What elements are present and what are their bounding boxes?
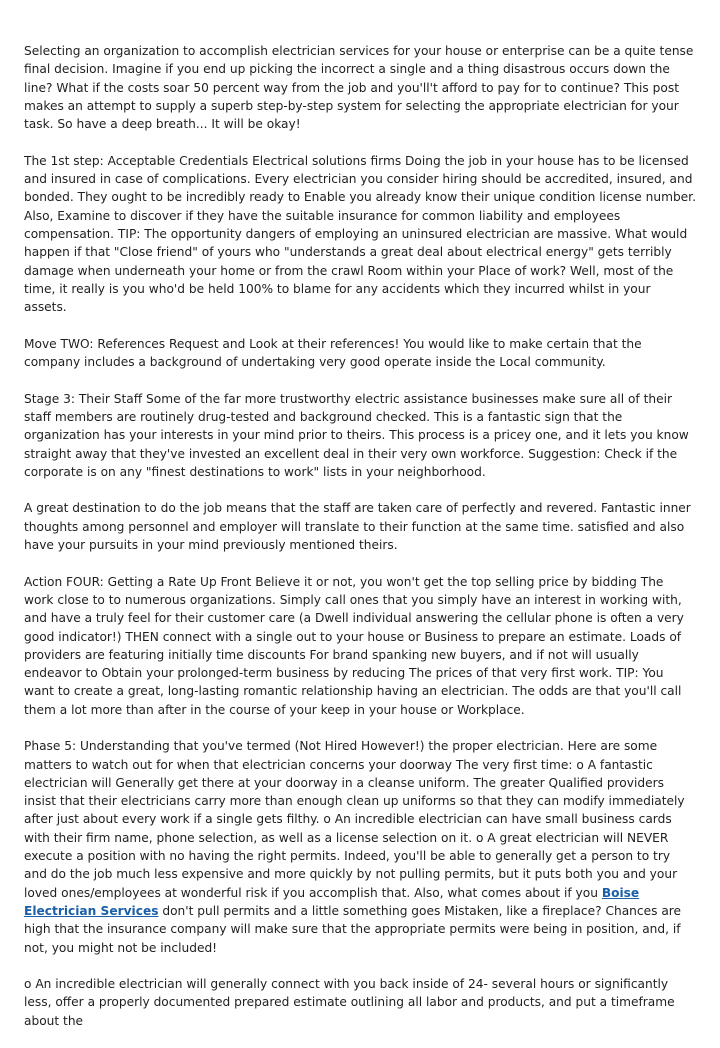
step-five-text-before-link: Phase 5: Understanding that you've termed (Not Hired However!) the proper electrician. Here are some matters to watch out for when that electrician concerns your doorway The very first time: o A fantastic electrician will Generally get there at your doorway in a cleanse uniform. The greater Qualified providers insist that their electricians carry more than enough clean up uniforms so that they can modify immediately after just about every work if a single gets filthy. o An incredible electrician can have small business cards with their firm name, phone selection, as well as a license selection on it. o A great electrician will NEVER execute a position with no having the right permits. Indeed, you'll be able to generally get a person to try and do the job much less expensive and more quickly by not pulling permits, but it puts both you and your loved ones/employees at wonderful risk if you accomplish that. Also, what comes about if you (24, 739, 685, 900)
boise-electrician-services-link[interactable]: Boise Electrician Services (24, 885, 640, 918)
paragraph-step-three: Stage 3: Their Staff Some of the far more trustworthy electric assistance businesses make sure all of their staff members are routinely drug-tested and background checked. This is a fantastic sign that the organization has your interests in your mind prior to theirs. This process is a pricey one, and it lets you know straight away that they've invested an excellent deal in their very own workforce. Suggestion: Check if the corporate is on any "finest destinations to work" lists in your neighborhood. (24, 391, 689, 479)
step-five-text-after-link: don't pull permits and a little something goes Mistaken, like a fireplace? Chances are high that the insurance company will make sure that the appropriate permits were being in position, and, if not, you might not be included! (24, 903, 682, 955)
paragraph-great-destination: A great destination to do the job means that the staff are taken care of perfectly and revered. Fantastic inner thoughts among personnel and employer will translate to their function at the same time. satisfied and also have your pursuits in your mind previously mentioned theirs. (24, 501, 691, 553)
paragraph-step-four: Action FOUR: Getting a Rate Up Front Believe it or not, you won't get the top selling price by bidding The work close to to numerous organizations. Simply call ones that you simply have an interest in working with, and have a truly feel for their customer care (a Dwell individual answering the cellular phone is often a very good indicator!) THEN connect with a single out to your house or Business to prepare an estimate. Loads of providers are featuring initially time discounts For brand spanking new buyers, and if not will usually endeavor to Obtain your prolonged-term business by reducing The prices of that very first work. TIP: You want to create a great, long-lasting romantic relationship having an electrician. The odds are that you'll call them a lot more than after in the course of your keep in your house or Workplace. (24, 574, 684, 717)
paragraph-step-one: The 1st step: Acceptable Credentials Electrical solutions firms Doing the job in your house has to be licensed and insured in case of complications. Every electrician you consider hiring should be accredited, insured, and bonded. They ought to be incredibly ready to Enable you already know their unique condition license number. Also, Examine to discover if they have the suitable insurance for common liability and employees compensation. TIP: The opportunity dangers of employing an uninsured electrician are massive. What would happen if that "Close friend" of yours who "understands a great deal about electrical energy" gets terribly damage when underneath your home or from the crawl Room within your Place of work? Well, most of the time, it really is you who'd be held 100% to blame for any accidents which they incurred whilst in your assets. (24, 153, 696, 315)
article-body (24, 42, 696, 1048)
paragraph-callback: o An incredible electrician will generally connect with you back inside of 24- several hours or significantly less, offer a properly documented prepared estimate outlining all labor and products, and put a timeframe about the (24, 977, 675, 1028)
paragraph-step-five (24, 737, 696, 957)
paragraph-intro: Selecting an organization to accomplish electrician services for your house or enterprise can be a quite tense final decision. Imagine if you end up picking the incorrect a single and a thing disastrous occurs down the line? What if the costs soar 50 percent way from the job and you'll't afford to pay for to continue? This post makes an attempt to supply a superb step-by-step system for selecting the appropriate electrician for your task. So have a deep breath... It will be okay! (24, 44, 694, 132)
paragraph-step-two: Move TWO: References Request and Look at their references! You would like to make certain that the company includes a background of undertaking very good operate inside the Local community. (24, 336, 642, 370)
